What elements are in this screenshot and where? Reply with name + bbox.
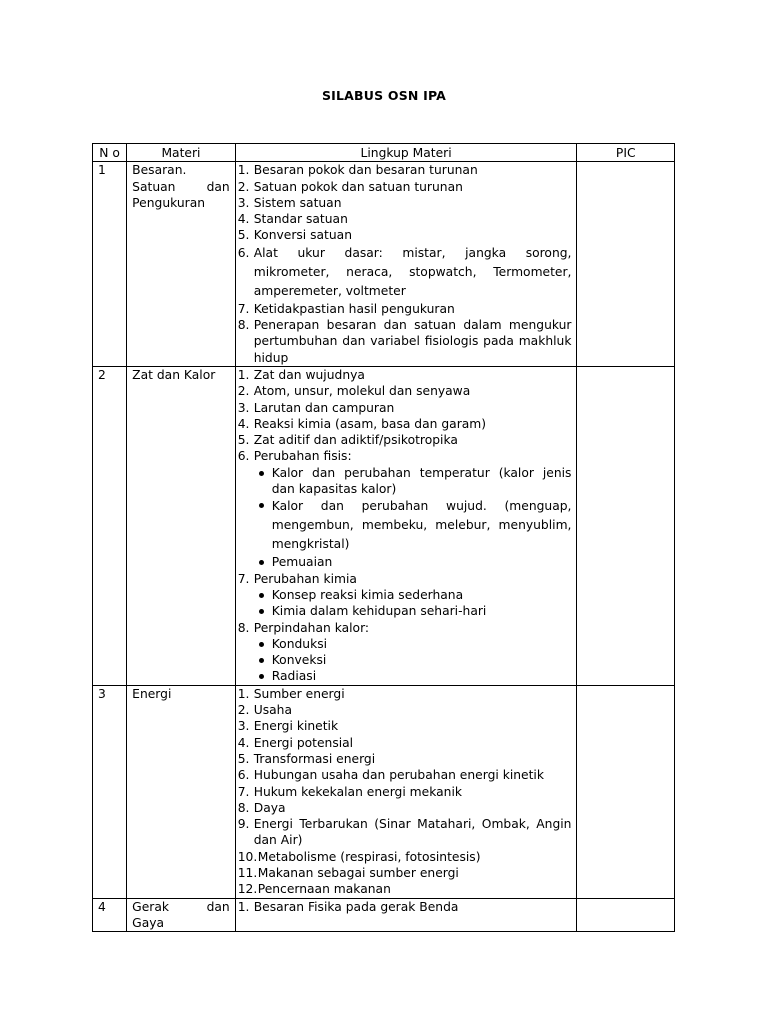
lingkup-item <box>238 849 572 865</box>
document-title: SILABUS OSN IPA <box>321 88 447 103</box>
item-number: 1. <box>237 899 250 914</box>
lingkup-item <box>238 244 572 301</box>
row-number: 4 <box>93 898 127 932</box>
sub-list <box>254 587 572 620</box>
item-number: 8. <box>237 800 250 815</box>
lingkup-item <box>238 899 572 915</box>
sub-item <box>238 554 572 570</box>
item-number: 1. <box>237 367 250 382</box>
lingkup-item <box>238 702 572 718</box>
item-number: 3. <box>237 195 250 210</box>
sub-item-text: Kalor dan perubahan wujud. (menguap, mengembun, membeku, melebur, menyublim, mengkristal) <box>271 499 572 552</box>
lingkup-item <box>238 317 572 366</box>
lingkup-item <box>238 432 572 448</box>
lingkup-item <box>238 816 572 849</box>
row-pic <box>577 162 675 367</box>
lingkup-item <box>238 448 572 570</box>
sub-list <box>254 465 572 571</box>
item-text: Energi kinetik <box>253 719 339 734</box>
item-number: 6. <box>237 245 250 260</box>
item-text: Hukum kekekalan energi mekanik <box>253 784 462 799</box>
row-materi: Besaran. Satuan dan Pengukuran <box>127 162 236 367</box>
lingkup-item <box>238 211 572 227</box>
item-number: 2. <box>237 703 250 718</box>
lingkup-item <box>238 881 572 897</box>
row-materi: Gerak dan Gaya <box>127 898 236 932</box>
item-text: Energi Terbarukan (Sinar Matahari, Ombak, Angin dan Air) <box>253 817 572 848</box>
header-lingkup-materi: Lingkup Materi <box>235 144 577 162</box>
item-text: Sumber energi <box>253 686 345 701</box>
sub-item <box>238 465 572 498</box>
lingkup-item <box>238 162 572 178</box>
row-number: 3 <box>93 685 127 898</box>
item-text: Zat dan wujudnya <box>253 367 365 382</box>
item-number: 11. <box>237 865 258 880</box>
row-lingkup-materi <box>235 685 577 898</box>
item-text: Besaran Fisika pada gerak Benda <box>253 899 459 914</box>
lingkup-item <box>238 800 572 816</box>
item-text: Perpindahan kalor: <box>253 620 370 635</box>
item-text: Reaksi kimia (asam, basa dan garam) <box>253 416 487 431</box>
row-pic <box>577 685 675 898</box>
table-row <box>93 162 675 367</box>
lingkup-item <box>238 416 572 432</box>
header-pic: PIC <box>577 144 675 162</box>
sub-item <box>238 587 572 603</box>
item-text: Larutan dan campuran <box>253 400 395 415</box>
item-number: 8. <box>237 620 250 635</box>
lingkup-list <box>238 162 572 366</box>
row-lingkup-materi <box>235 366 577 685</box>
lingkup-item <box>238 383 572 399</box>
bullet-icon <box>259 642 264 647</box>
item-text: Makanan sebagai sumber energi <box>257 865 459 880</box>
lingkup-item <box>238 686 572 702</box>
item-number: 6. <box>237 449 250 464</box>
lingkup-item <box>238 179 572 195</box>
item-number: 6. <box>237 768 250 783</box>
lingkup-list <box>238 686 572 898</box>
item-number: 4. <box>237 416 250 431</box>
item-number: 1. <box>237 163 250 178</box>
item-text: Zat aditif dan adiktif/psikotropika <box>253 433 458 448</box>
item-number: 8. <box>237 318 250 333</box>
item-number: 3. <box>237 719 250 734</box>
lingkup-item <box>238 718 572 734</box>
bullet-icon <box>259 674 264 679</box>
sub-item-text: Radiasi <box>271 669 317 684</box>
item-text: Pencernaan makanan <box>257 882 391 897</box>
row-pic <box>577 366 675 685</box>
header-materi: Materi <box>127 144 236 162</box>
item-number: 5. <box>237 228 250 243</box>
item-number: 4. <box>237 735 250 750</box>
lingkup-item <box>238 751 572 767</box>
sub-item <box>238 603 572 619</box>
item-number: 7. <box>237 571 250 586</box>
table-row <box>93 898 675 932</box>
item-text: Satuan pokok dan satuan turunan <box>253 179 463 194</box>
lingkup-item <box>238 301 572 317</box>
bullet-icon <box>259 658 264 663</box>
item-number: 2. <box>237 384 250 399</box>
item-number: 7. <box>237 784 250 799</box>
sub-item-text: Pemuaian <box>271 555 333 570</box>
item-text: Usaha <box>253 703 292 718</box>
lingkup-item <box>238 227 572 243</box>
row-number: 1 <box>93 162 127 367</box>
bullet-icon <box>259 471 264 476</box>
lingkup-list <box>238 367 572 685</box>
lingkup-item <box>238 767 572 783</box>
item-number: 4. <box>237 212 250 227</box>
bullet-icon <box>259 593 264 598</box>
sub-item <box>238 636 572 652</box>
item-number: 5. <box>237 433 250 448</box>
item-text: Ketidakpastian hasil pengukuran <box>253 301 455 316</box>
lingkup-item <box>238 784 572 800</box>
item-number: 5. <box>237 751 250 766</box>
sub-item-text: Konduksi <box>271 636 328 651</box>
table-row <box>93 685 675 898</box>
sub-item <box>238 668 572 684</box>
item-text: Daya <box>253 800 286 815</box>
sub-item-text: Kimia dalam kehidupan sehari-hari <box>271 604 487 619</box>
lingkup-list <box>238 899 572 915</box>
sub-item <box>238 652 572 668</box>
item-text: Besaran pokok dan besaran turunan <box>253 163 478 178</box>
item-text: Sistem satuan <box>253 195 342 210</box>
bullet-icon <box>259 560 264 565</box>
bullet-icon <box>259 609 264 614</box>
item-number: 3. <box>237 400 250 415</box>
sub-item-text: Kalor dan perubahan temperatur (kalor jenis dan kapasitas kalor) <box>271 465 572 497</box>
lingkup-item <box>238 620 572 685</box>
item-number: 1. <box>237 686 250 701</box>
item-text: Alat ukur dasar: mistar, jangka sorong, mikrometer, neraca, stopwatch, Termometer, amperemeter, voltmeter <box>253 245 572 298</box>
row-materi: Energi <box>127 685 236 898</box>
item-number: 10. <box>237 849 258 864</box>
lingkup-item <box>238 571 572 620</box>
sub-item <box>238 497 572 554</box>
row-pic <box>577 898 675 932</box>
item-text: Hubungan usaha dan perubahan energi kinetik <box>253 768 544 783</box>
item-text: Energi potensial <box>253 735 354 750</box>
item-text: Perubahan kimia <box>253 571 357 586</box>
item-text: Standar satuan <box>253 212 348 227</box>
row-materi: Zat dan Kalor <box>127 366 236 685</box>
header-no: N o <box>93 144 127 162</box>
sub-item-text: Konveksi <box>271 653 327 668</box>
item-text: Transformasi energi <box>253 751 376 766</box>
row-lingkup-materi <box>235 898 577 932</box>
sub-item-text: Konsep reaksi kimia sederhana <box>271 587 464 602</box>
lingkup-item <box>238 735 572 751</box>
item-number: 12. <box>237 882 258 897</box>
item-text: Konversi satuan <box>253 228 353 243</box>
item-text: Perubahan fisis: <box>253 449 352 464</box>
lingkup-item <box>238 195 572 211</box>
lingkup-item <box>238 865 572 881</box>
lingkup-item <box>238 367 572 383</box>
item-number: 2. <box>237 179 250 194</box>
sub-list <box>254 636 572 685</box>
table-row <box>93 366 675 685</box>
bullet-icon <box>259 503 264 508</box>
lingkup-item <box>238 400 572 416</box>
item-number: 9. <box>237 817 250 832</box>
syllabus-table <box>92 143 675 932</box>
item-text: Penerapan besaran dan satuan dalam mengukur pertumbuhan dan variabel fisiologis pada makhluk hidup <box>253 318 572 365</box>
row-number: 2 <box>93 366 127 685</box>
item-text: Metabolisme (respirasi, fotosintesis) <box>257 849 481 864</box>
table-header-row <box>93 144 675 162</box>
table-body <box>93 162 675 932</box>
item-text: Atom, unsur, molekul dan senyawa <box>253 384 471 399</box>
row-lingkup-materi <box>235 162 577 367</box>
item-number: 7. <box>237 301 250 316</box>
